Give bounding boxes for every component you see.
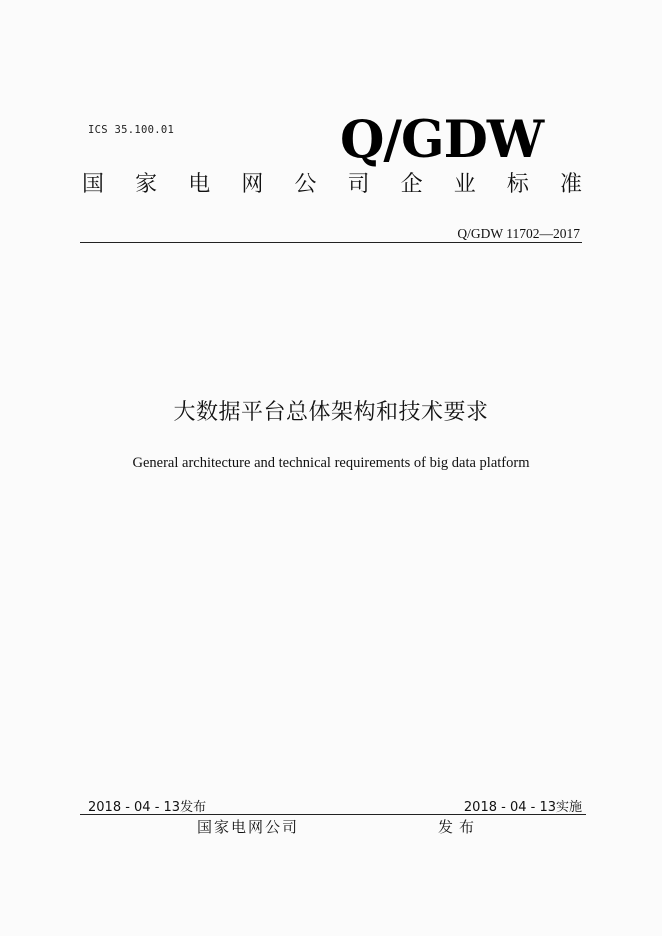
org-title-char: 标 [506, 172, 529, 197]
enterprise-standard-title [82, 170, 582, 200]
org-title-char: 电 [188, 172, 211, 197]
footer-divider [80, 814, 586, 815]
standard-number: Q/GDW 11702—2017 [457, 226, 580, 241]
document-title-chinese: 大数据平台总体架构和技术要求 [173, 400, 489, 425]
publish-date: 2018 - 04 - 13发布 [88, 800, 207, 815]
standard-logo: Q/GDW [340, 110, 544, 170]
document-title-english: General architecture and technical requirements of big data platform [132, 455, 530, 471]
org-title-char: 公 [294, 172, 317, 197]
org-title-char: 企 [400, 172, 423, 197]
org-title-char: 网 [241, 172, 264, 197]
issue-label: 发布 [438, 818, 481, 836]
org-title-char: 家 [135, 172, 158, 197]
org-title-char: 司 [347, 172, 370, 197]
org-title-char: 业 [453, 172, 476, 197]
implement-date: 2018 - 04 - 13实施 [463, 800, 582, 815]
org-title-char: 国 [82, 172, 105, 197]
ics-code: ICS 35.100.01 [88, 124, 175, 136]
issuing-organization: 国家电网公司 [197, 818, 300, 836]
org-title-char: 准 [559, 172, 582, 197]
header-divider [80, 242, 582, 243]
